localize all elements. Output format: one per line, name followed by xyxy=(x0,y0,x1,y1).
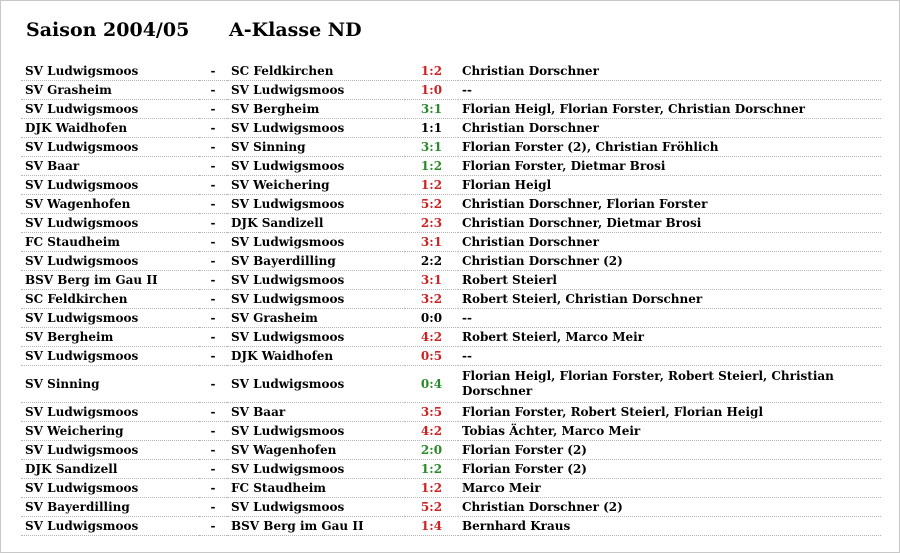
match-score: 1:2 xyxy=(405,479,458,498)
home-team: SV Ludwigsmoos xyxy=(21,441,199,460)
result-row xyxy=(21,422,881,441)
goal-scorers: -- xyxy=(458,347,881,366)
match-score: 2:3 xyxy=(405,214,458,233)
away-team: SV Ludwigsmoos xyxy=(227,195,405,214)
away-team: SV Ludwigsmoos xyxy=(227,290,405,309)
match-separator: - xyxy=(199,498,227,517)
result-row xyxy=(21,176,881,195)
match-score: 3:1 xyxy=(405,271,458,290)
match-separator: - xyxy=(199,195,227,214)
away-team: SV Sinning xyxy=(227,138,405,157)
away-team: SV Ludwigsmoos xyxy=(227,498,405,517)
result-row xyxy=(21,403,881,422)
home-team: SV Ludwigsmoos xyxy=(21,517,199,536)
away-team: SV Ludwigsmoos xyxy=(227,233,405,252)
match-score: 1:2 xyxy=(405,176,458,195)
result-row xyxy=(21,195,881,214)
away-team: SV Ludwigsmoos xyxy=(227,328,405,347)
match-separator: - xyxy=(199,460,227,479)
result-row xyxy=(21,366,881,403)
home-team: SV Ludwigsmoos xyxy=(21,62,199,81)
match-score: 0:4 xyxy=(405,366,458,403)
match-score: 1:2 xyxy=(405,460,458,479)
home-team: SV Ludwigsmoos xyxy=(21,176,199,195)
away-team: FC Staudheim xyxy=(227,479,405,498)
match-separator: - xyxy=(199,517,227,536)
match-score: 3:5 xyxy=(405,403,458,422)
result-row xyxy=(21,62,881,81)
match-separator: - xyxy=(199,138,227,157)
match-separator: - xyxy=(199,157,227,176)
goal-scorers: Florian Heigl xyxy=(458,176,881,195)
match-score: 4:2 xyxy=(405,422,458,441)
away-team: SV Ludwigsmoos xyxy=(227,460,405,479)
result-row xyxy=(21,517,881,536)
match-score: 1:2 xyxy=(405,62,458,81)
home-team: SV Ludwigsmoos xyxy=(21,309,199,328)
results-table xyxy=(21,62,881,536)
away-team: DJK Sandizell xyxy=(227,214,405,233)
goal-scorers: Christian Dorschner, Florian Forster xyxy=(458,195,881,214)
match-separator: - xyxy=(199,309,227,328)
result-row xyxy=(21,290,881,309)
goal-scorers: Florian Forster (2) xyxy=(458,441,881,460)
goal-scorers: Florian Forster, Robert Steierl, Florian Heigl xyxy=(458,403,881,422)
match-score: 3:1 xyxy=(405,233,458,252)
match-score: 1:1 xyxy=(405,119,458,138)
match-separator: - xyxy=(199,347,227,366)
league-title: A-Klasse ND xyxy=(229,19,362,41)
away-team: SV Grasheim xyxy=(227,309,405,328)
match-score: 3:1 xyxy=(405,100,458,119)
match-separator: - xyxy=(199,233,227,252)
result-row xyxy=(21,214,881,233)
result-row xyxy=(21,441,881,460)
match-score: 2:2 xyxy=(405,252,458,271)
match-separator: - xyxy=(199,81,227,100)
home-team: SV Grasheim xyxy=(21,81,199,100)
home-team: SV Ludwigsmoos xyxy=(21,479,199,498)
away-team: SV Bergheim xyxy=(227,100,405,119)
season-title: Saison 2004/05 xyxy=(26,19,190,41)
goal-scorers: Robert Steierl xyxy=(458,271,881,290)
match-score: 1:4 xyxy=(405,517,458,536)
result-row xyxy=(21,309,881,328)
away-team: SV Wagenhofen xyxy=(227,441,405,460)
goal-scorers: Marco Meir xyxy=(458,479,881,498)
result-row xyxy=(21,81,881,100)
result-row xyxy=(21,138,881,157)
result-row xyxy=(21,119,881,138)
goal-scorers: Christian Dorschner (2) xyxy=(458,252,881,271)
away-team: SV Ludwigsmoos xyxy=(227,119,405,138)
goal-scorers: Florian Heigl, Florian Forster, Robert Steierl, Christian Dorschner xyxy=(458,366,881,403)
match-separator: - xyxy=(199,271,227,290)
goal-scorers: Florian Forster (2), Christian Fröhlich xyxy=(458,138,881,157)
match-separator: - xyxy=(199,479,227,498)
match-separator: - xyxy=(199,214,227,233)
match-separator: - xyxy=(199,100,227,119)
result-row xyxy=(21,233,881,252)
home-team: SC Feldkirchen xyxy=(21,290,199,309)
away-team: SV Ludwigsmoos xyxy=(227,366,405,403)
away-team: BSV Berg im Gau II xyxy=(227,517,405,536)
result-row xyxy=(21,479,881,498)
goal-scorers: Christian Dorschner xyxy=(458,233,881,252)
goal-scorers: -- xyxy=(458,81,881,100)
home-team: SV Wagenhofen xyxy=(21,195,199,214)
home-team: DJK Sandizell xyxy=(21,460,199,479)
match-score: 1:0 xyxy=(405,81,458,100)
match-score: 3:2 xyxy=(405,290,458,309)
away-team: SV Ludwigsmoos xyxy=(227,271,405,290)
result-row xyxy=(21,460,881,479)
result-row xyxy=(21,271,881,290)
match-separator: - xyxy=(199,290,227,309)
goal-scorers: Christian Dorschner (2) xyxy=(458,498,881,517)
away-team: SV Ludwigsmoos xyxy=(227,157,405,176)
goal-scorers: Tobias Ächter, Marco Meir xyxy=(458,422,881,441)
result-row xyxy=(21,328,881,347)
match-score: 3:1 xyxy=(405,138,458,157)
goal-scorers: Christian Dorschner xyxy=(458,119,881,138)
away-team: DJK Waidhofen xyxy=(227,347,405,366)
home-team: BSV Berg im Gau II xyxy=(21,271,199,290)
goal-scorers: Robert Steierl, Marco Meir xyxy=(458,328,881,347)
match-score: 4:2 xyxy=(405,328,458,347)
home-team: SV Baar xyxy=(21,157,199,176)
home-team: SV Ludwigsmoos xyxy=(21,100,199,119)
goal-scorers: -- xyxy=(458,309,881,328)
match-separator: - xyxy=(199,119,227,138)
result-row xyxy=(21,252,881,271)
away-team: SV Ludwigsmoos xyxy=(227,81,405,100)
home-team: SV Weichering xyxy=(21,422,199,441)
result-row xyxy=(21,347,881,366)
match-score: 2:0 xyxy=(405,441,458,460)
home-team: SV Ludwigsmoos xyxy=(21,214,199,233)
match-score: 0:0 xyxy=(405,309,458,328)
goal-scorers: Florian Forster (2) xyxy=(458,460,881,479)
match-separator: - xyxy=(199,403,227,422)
home-team: SV Sinning xyxy=(21,366,199,403)
goal-scorers: Robert Steierl, Christian Dorschner xyxy=(458,290,881,309)
match-separator: - xyxy=(199,366,227,403)
match-score: 1:2 xyxy=(405,157,458,176)
away-team: SV Baar xyxy=(227,403,405,422)
goal-scorers: Christian Dorschner xyxy=(458,62,881,81)
match-score: 0:5 xyxy=(405,347,458,366)
home-team: SV Ludwigsmoos xyxy=(21,138,199,157)
home-team: SV Ludwigsmoos xyxy=(21,347,199,366)
home-team: SV Bergheim xyxy=(21,328,199,347)
match-score: 5:2 xyxy=(405,195,458,214)
result-row xyxy=(21,100,881,119)
match-separator: - xyxy=(199,441,227,460)
away-team: SV Weichering xyxy=(227,176,405,195)
goal-scorers: Christian Dorschner, Dietmar Brosi xyxy=(458,214,881,233)
match-score: 5:2 xyxy=(405,498,458,517)
match-separator: - xyxy=(199,422,227,441)
result-row xyxy=(21,498,881,517)
home-team: FC Staudheim xyxy=(21,233,199,252)
away-team: SV Bayerdilling xyxy=(227,252,405,271)
result-row xyxy=(21,157,881,176)
match-separator: - xyxy=(199,62,227,81)
match-separator: - xyxy=(199,176,227,195)
goal-scorers: Florian Forster, Dietmar Brosi xyxy=(458,157,881,176)
away-team: SV Ludwigsmoos xyxy=(227,422,405,441)
match-separator: - xyxy=(199,252,227,271)
home-team: SV Ludwigsmoos xyxy=(21,252,199,271)
away-team: SC Feldkirchen xyxy=(227,62,405,81)
goal-scorers: Florian Heigl, Florian Forster, Christian Dorschner xyxy=(458,100,881,119)
results-table-body xyxy=(21,62,881,536)
home-team: SV Bayerdilling xyxy=(21,498,199,517)
home-team: SV Ludwigsmoos xyxy=(21,403,199,422)
goal-scorers: Bernhard Kraus xyxy=(458,517,881,536)
match-separator: - xyxy=(199,328,227,347)
home-team: DJK Waidhofen xyxy=(21,119,199,138)
